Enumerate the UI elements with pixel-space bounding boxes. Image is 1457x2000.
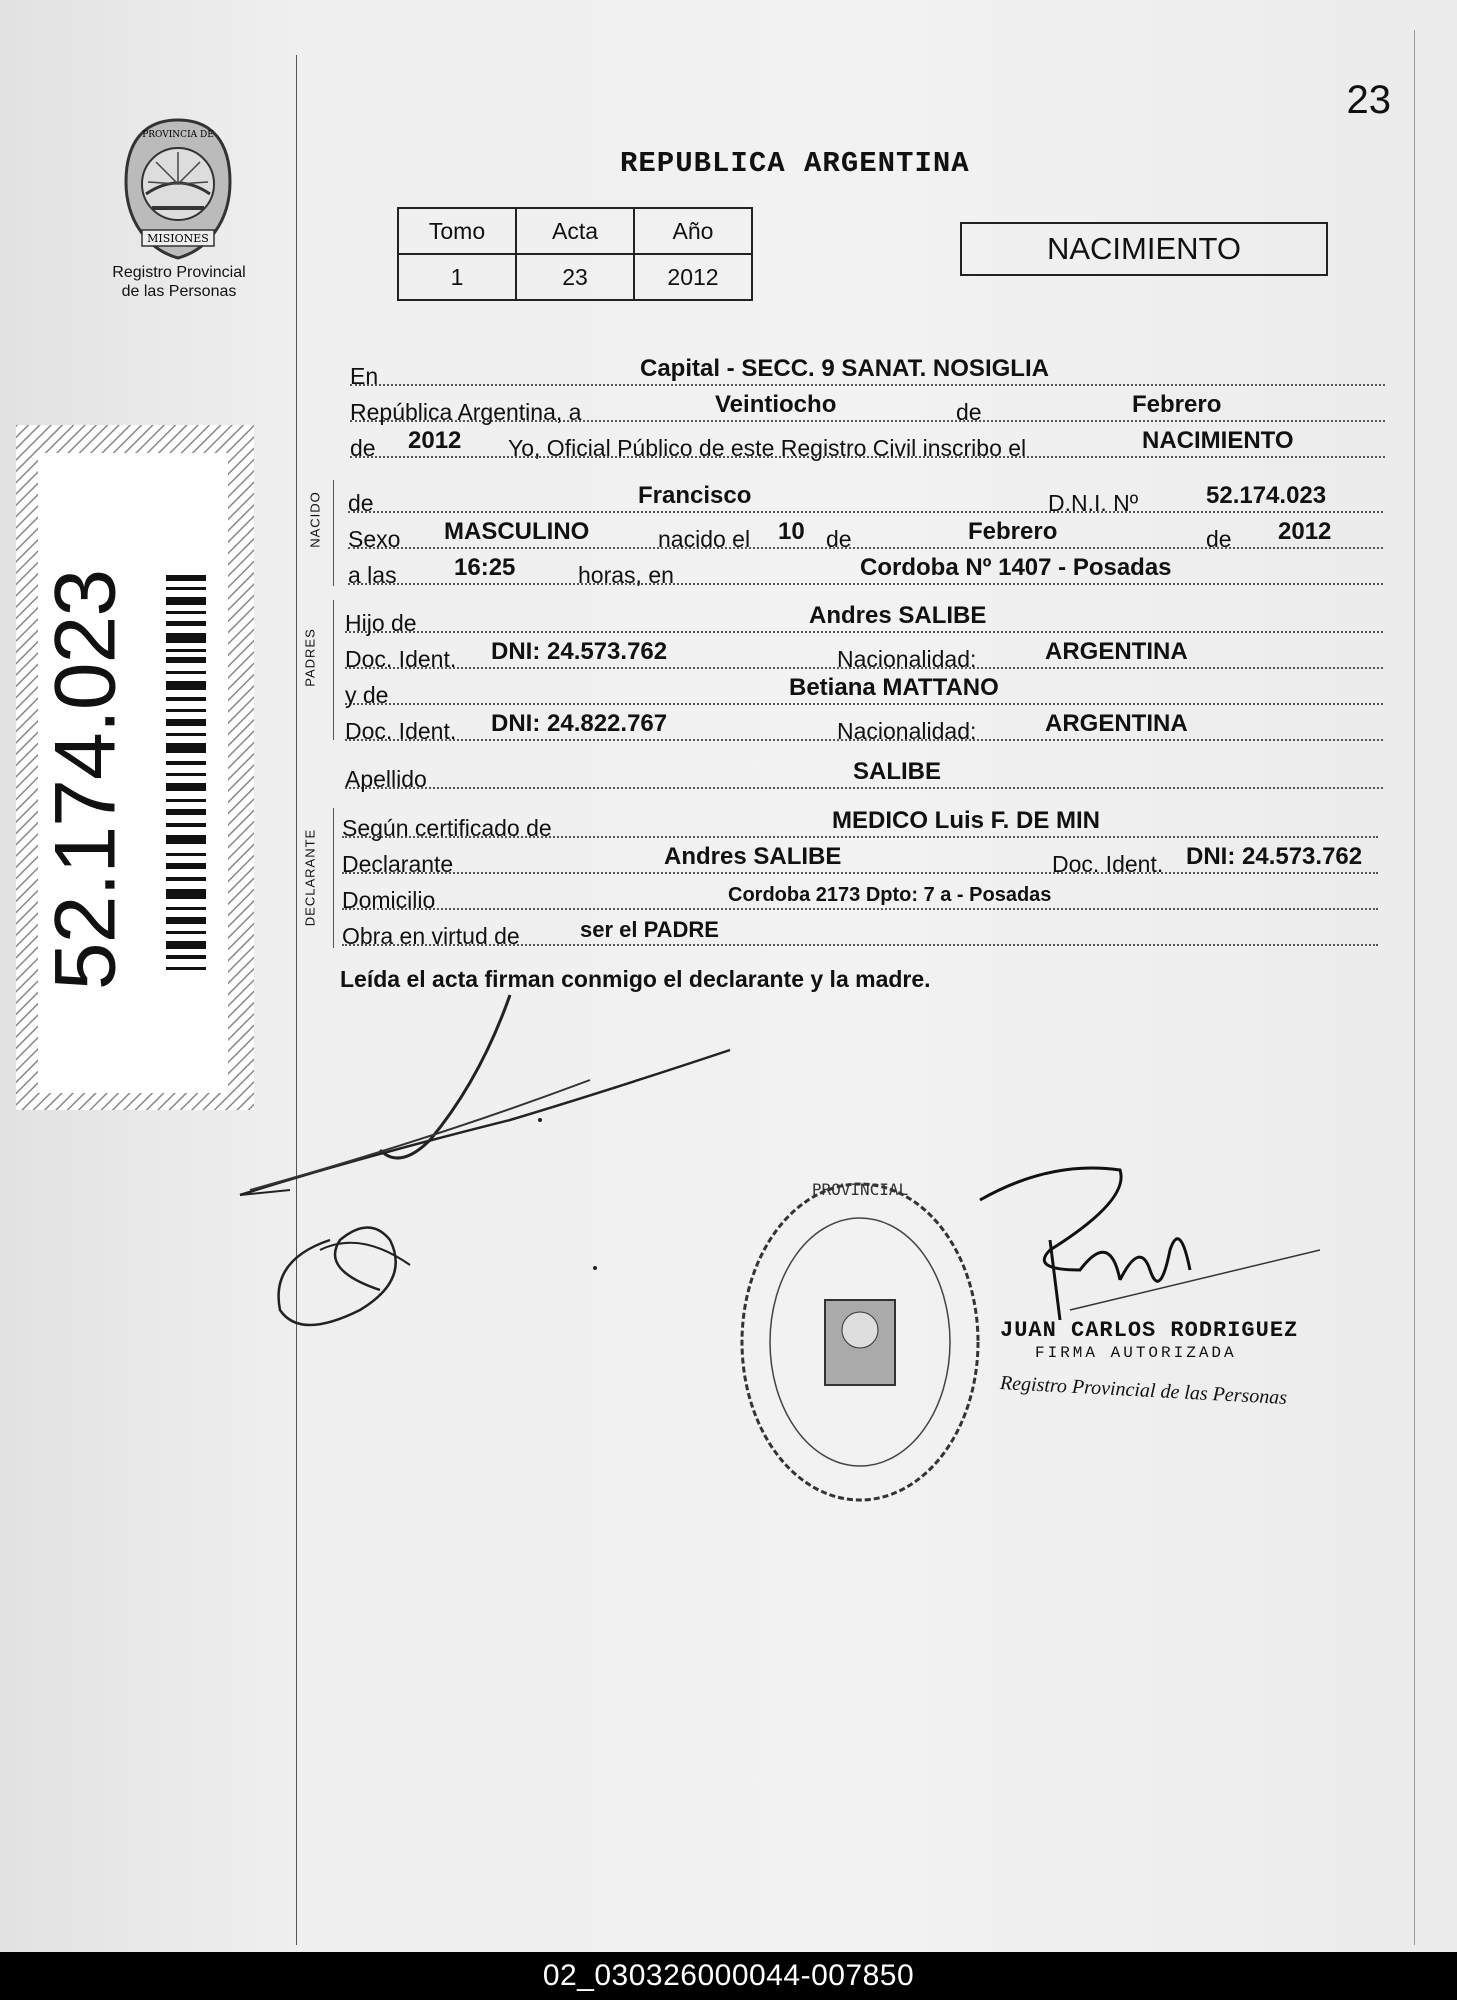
label-hijo-de: Hijo de bbox=[345, 610, 417, 636]
value-sexo: MASCULINO bbox=[444, 518, 590, 545]
value-declarante: Andres SALIBE bbox=[664, 843, 842, 870]
label-doc-madre: Doc. Ident. bbox=[345, 718, 457, 744]
official-name: JUAN CARLOS RODRIGUEZ bbox=[1000, 1318, 1299, 1343]
official-stamp-icon bbox=[730, 1170, 990, 1515]
label-de-nombre: de bbox=[348, 490, 374, 516]
label-en: En bbox=[350, 363, 379, 389]
line-domicilio bbox=[342, 872, 1378, 913]
dni-strip-number: 52.174.023 bbox=[37, 569, 134, 991]
value-anio-acta: 2012 bbox=[408, 427, 462, 454]
registry-label-line2: de las Personas bbox=[121, 283, 237, 300]
value-tipo: NACIMIENTO bbox=[1142, 427, 1294, 454]
table-value-acta: 23 bbox=[516, 254, 634, 300]
value-dia-nac: 10 bbox=[778, 518, 805, 545]
footer-code: 02_030326000044-007850 bbox=[0, 1952, 1457, 2000]
record-table bbox=[397, 207, 753, 301]
section-bar-declarante bbox=[333, 808, 334, 948]
line-madre-doc bbox=[345, 703, 1383, 744]
label-nac-padre: Nacionalidad: bbox=[837, 646, 977, 672]
label-doc-declarante: Doc. Ident. bbox=[1052, 851, 1164, 877]
value-dni: 52.174.023 bbox=[1206, 482, 1327, 509]
line-nombre bbox=[348, 475, 1383, 516]
label-horas-en: horas, en bbox=[578, 562, 674, 588]
value-mes-nac: Febrero bbox=[968, 518, 1058, 545]
label-yo-text: Yo, Oficial Público de este Registro Civil inscribo el bbox=[508, 435, 1027, 461]
seal-text-top: PROVINCIA DE bbox=[142, 130, 214, 140]
table-value-anio: 2012 bbox=[634, 254, 752, 300]
value-hora: 16:25 bbox=[454, 554, 516, 581]
line-hora-lugar bbox=[348, 547, 1383, 588]
label-sexo: Sexo bbox=[348, 526, 401, 552]
label-apellido: Apellido bbox=[345, 766, 427, 792]
label-de: de bbox=[956, 399, 982, 425]
line-madre bbox=[345, 667, 1383, 708]
value-domicilio: Cordoba 2173 Dpto: 7 a - Posadas bbox=[728, 884, 1052, 906]
official-registry: Registro Provincial de las Personas bbox=[999, 1372, 1288, 1410]
section-label-padres: PADRES bbox=[302, 628, 318, 687]
label-doc-padre: Doc. Ident. bbox=[345, 646, 457, 672]
stamp-ring-text: PROVINCIAL bbox=[811, 1180, 909, 1199]
section-label-declarante: DECLARANTE bbox=[302, 828, 318, 927]
value-doc-declarante: DNI: 24.573.762 bbox=[1186, 843, 1363, 870]
section-bar-nacido bbox=[333, 480, 334, 586]
provincial-seal-icon bbox=[112, 112, 244, 262]
value-anio-nac: 2012 bbox=[1278, 518, 1332, 545]
label-nacido-el: nacido el bbox=[658, 526, 751, 552]
dni-strip bbox=[16, 425, 254, 1110]
value-lugar-nac: Cordoba Nº 1407 - Posadas bbox=[860, 554, 1172, 581]
label-declarante: Declarante bbox=[342, 851, 454, 877]
value-dia-acta: Veintiocho bbox=[715, 391, 837, 418]
label-de-anio-nac: de bbox=[1206, 526, 1232, 552]
value-madre-doc: DNI: 24.822.767 bbox=[491, 710, 668, 737]
value-certificado: MEDICO Luis F. DE MIN bbox=[832, 807, 1101, 834]
line-certificado bbox=[342, 800, 1378, 841]
value-padre: Andres SALIBE bbox=[809, 602, 987, 629]
registry-label bbox=[100, 263, 258, 301]
value-madre: Betiana MATTANO bbox=[789, 674, 999, 701]
value-nombre: Francisco bbox=[638, 482, 752, 509]
table-value-tomo: 1 bbox=[398, 254, 516, 300]
label-dni: D.N.I. Nº bbox=[1048, 490, 1139, 516]
line-lugar bbox=[350, 348, 1385, 389]
value-apellido: SALIBE bbox=[853, 758, 942, 785]
label-nac-madre: Nacionalidad: bbox=[837, 718, 977, 744]
line-padre bbox=[345, 595, 1383, 636]
margin-line-right bbox=[1414, 30, 1415, 1945]
line-padre-doc bbox=[345, 631, 1383, 672]
label-de-anio: de bbox=[350, 435, 376, 461]
table-header-anio: Año bbox=[634, 208, 752, 254]
label-de-mes: de bbox=[826, 526, 852, 552]
label-a-las: a las bbox=[348, 562, 397, 588]
record-type-box: NACIMIENTO bbox=[960, 222, 1328, 276]
line-fecha-acta bbox=[350, 384, 1385, 425]
official-role: FIRMA AUTORIZADA bbox=[1035, 1344, 1237, 1362]
label-republica: República Argentina, a bbox=[350, 399, 582, 425]
line-declarante bbox=[342, 836, 1378, 877]
table-header-acta: Acta bbox=[516, 208, 634, 254]
line-inscripcion bbox=[350, 420, 1385, 461]
value-lugar: Capital - SECC. 9 SANAT. NOSIGLIA bbox=[640, 355, 1049, 382]
page-number: 23 bbox=[1346, 78, 1391, 122]
value-padre-doc: DNI: 24.573.762 bbox=[491, 638, 668, 665]
line-sexo-fecha bbox=[348, 511, 1383, 552]
document-title: REPUBLICA ARGENTINA bbox=[620, 147, 970, 180]
line-apellido bbox=[345, 751, 1383, 792]
label-y-de: y de bbox=[345, 682, 389, 708]
label-segun: Según certificado de bbox=[342, 815, 552, 841]
table-header-tomo: Tomo bbox=[398, 208, 516, 254]
value-padre-nac: ARGENTINA bbox=[1045, 638, 1188, 665]
section-bar-padres bbox=[333, 600, 334, 740]
seal-text-bottom: MISIONES bbox=[147, 232, 209, 245]
label-obra: Obra en virtud de bbox=[342, 923, 520, 949]
line-obra bbox=[342, 908, 1378, 949]
value-mes-acta: Febrero bbox=[1132, 391, 1222, 418]
value-obra: ser el PADRE bbox=[580, 917, 719, 942]
label-domicilio: Domicilio bbox=[342, 887, 436, 913]
section-label-nacido: NACIDO bbox=[307, 491, 323, 548]
closing-statement: Leída el acta firman conmigo el declarante y la madre. bbox=[340, 966, 931, 992]
declarant-signature-icon bbox=[230, 990, 790, 1350]
value-madre-nac: ARGENTINA bbox=[1045, 710, 1188, 737]
registry-label-line1: Registro Provincial bbox=[112, 264, 246, 281]
